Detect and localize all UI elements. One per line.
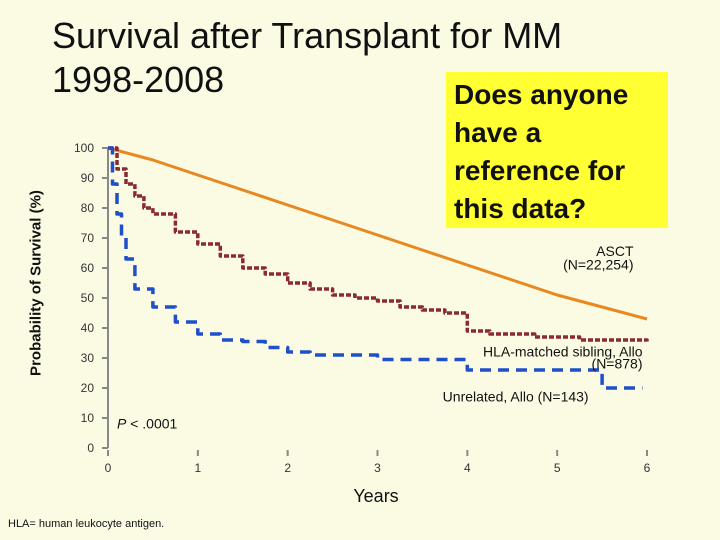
x-tick-label-2: 2: [284, 461, 292, 475]
y-tick-label-30: 30: [80, 351, 94, 365]
callout-line-3: reference for: [454, 155, 626, 186]
y-tick-label-20: 20: [80, 381, 94, 395]
x-axis-label: Years: [353, 486, 399, 506]
annotation-6: P < .0001: [116, 415, 178, 432]
title-line-1: Survival after Transplant for MM: [52, 15, 563, 56]
y-tick-label-80: 80: [80, 201, 94, 215]
y-tick-label-90: 90: [80, 171, 94, 185]
annotation-5: Unrelated, Allo (N=143): [442, 388, 589, 405]
x-tick-label-3: 3: [374, 461, 381, 475]
x-tick-label-6: 6: [643, 461, 651, 475]
callout-line-4: this data?: [454, 193, 587, 224]
y-tick-label-70: 70: [80, 231, 94, 245]
footnote: HLA= human leukocyte antigen.: [8, 518, 165, 530]
x-tick-label-5: 5: [553, 461, 561, 475]
title-line-2: 1998-2008: [52, 59, 225, 100]
annotation-2: (N=22,254): [563, 256, 634, 273]
y-tick-label-50: 50: [80, 291, 94, 305]
y-tick-label-10: 10: [80, 411, 94, 425]
x-tick-label-1: 1: [194, 461, 202, 475]
y-tick-label-40: 40: [80, 321, 94, 335]
y-axis-label: Probability of Survival (%): [27, 190, 45, 376]
series-line-2: [108, 148, 647, 342]
x-tick-label-4: 4: [463, 461, 471, 475]
y-tick-label-0: 0: [87, 441, 94, 455]
callout-line-2: have a: [454, 117, 542, 148]
callout-line-1: Does anyone: [454, 79, 629, 110]
annotation-4: (N=878): [591, 355, 643, 372]
annotation-1: ASCT: [596, 243, 634, 259]
y-tick-label-100: 100: [73, 141, 94, 155]
x-tick-label-0: 0: [104, 461, 112, 475]
annotation-3: HLA-matched sibling, Allo: [482, 343, 643, 360]
y-tick-label-60: 60: [80, 261, 94, 275]
